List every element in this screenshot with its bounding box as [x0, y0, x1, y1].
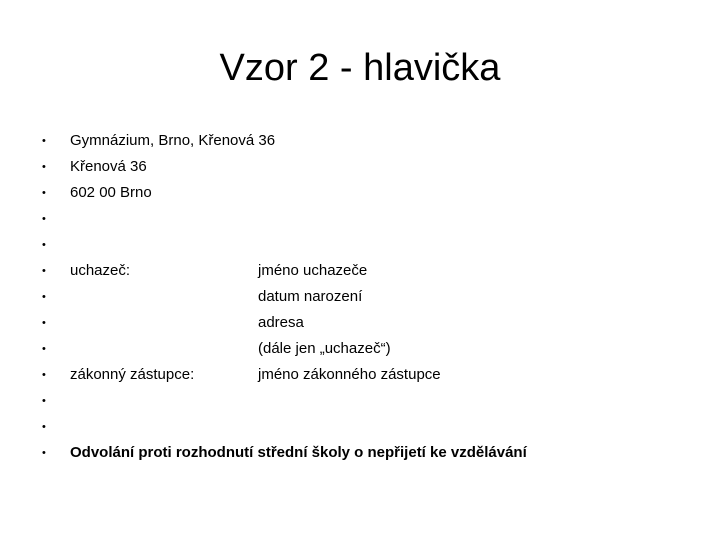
list-item — [40, 180, 700, 206]
applicant-label: uchazeč: — [70, 262, 131, 279]
list-item — [40, 154, 700, 180]
list-item — [40, 284, 700, 310]
list-item — [40, 128, 700, 154]
bullet-icon: • — [42, 317, 46, 329]
guardian-label: zákonný zástupce: — [70, 366, 195, 383]
bullet-icon: • — [42, 291, 46, 303]
slide-title: Vzor 2 - hlavička — [219, 47, 501, 89]
list-item — [40, 440, 700, 466]
bullet-icon: • — [42, 421, 46, 433]
applicant-name: jméno uchazeče — [258, 262, 368, 279]
bullet-icon: • — [42, 395, 46, 407]
applicant-address: adresa — [258, 314, 304, 331]
school-name: Gymnázium, Brno, Křenová 36 — [70, 132, 276, 149]
bullet-icon: • — [42, 135, 46, 147]
list-item — [40, 388, 700, 414]
list-item — [40, 258, 700, 284]
appeal-subject: Odvolání proti rozhodnutí střední školy o nepřijetí ke vzdělávání — [70, 444, 527, 461]
list-item — [40, 232, 700, 258]
postal-city: 602 00 Brno — [70, 184, 152, 201]
list-item — [40, 310, 700, 336]
bullet-icon: • — [42, 239, 46, 251]
street-address: Křenová 36 — [70, 158, 147, 175]
bullet-icon: • — [42, 343, 46, 355]
applicant-birthdate: datum narození — [258, 288, 363, 305]
bullet-icon: • — [42, 447, 46, 459]
bullet-icon: • — [42, 187, 46, 199]
list-item — [40, 206, 700, 232]
bullet-icon: • — [42, 369, 46, 381]
list-item — [40, 362, 700, 388]
bullet-list — [40, 128, 700, 466]
list-item — [40, 414, 700, 440]
bullet-icon: • — [42, 213, 46, 225]
bullet-icon: • — [42, 161, 46, 173]
applicant-alias: (dále jen „uchazeč“) — [258, 340, 391, 357]
bullet-icon: • — [42, 265, 46, 277]
list-item — [40, 336, 700, 362]
guardian-name: jméno zákonného zástupce — [258, 366, 441, 383]
